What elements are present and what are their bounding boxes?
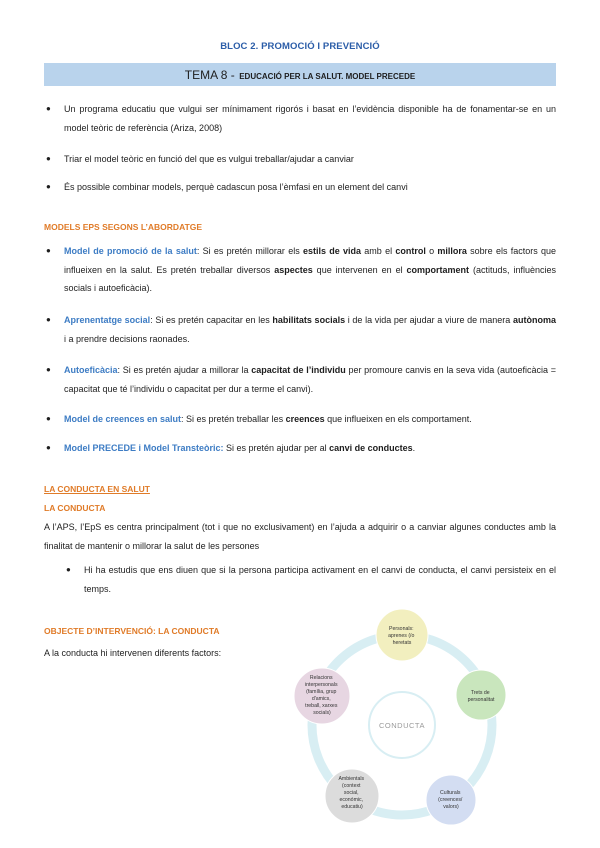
intro-bullet-2: ● Triar el model teòric en funció del que es vulgui treballar/ajudar a canviar [44, 150, 556, 169]
bullet-icon: ● [46, 182, 51, 191]
diagram-center-label: CONDUCTA [379, 721, 425, 730]
svg-text:Culturals (creences/: Culturals (creences/ valors) [438, 790, 463, 810]
conducta-bullet: ● Hi ha estudis que ens diuen que si la persona participa activament en el canvi de conducta, el canvi persisteix en el temps. [64, 561, 556, 598]
conducta-diagram [280, 606, 520, 842]
models-heading: MODELS EPS SEGONS L’ABORDATGE [44, 222, 203, 232]
intro-bullet-3: ● És possible combinar models, perquè cadascun posa l’èmfasi en un element del canvi [44, 178, 556, 197]
svg-text:Ambientals (context: Ambientals (context social, económic, educatiu) [338, 776, 365, 810]
model-item-autoeficacia: ● Autoeficàcia: Si es pretén ajudar a millorar la capacitat de l’individu per promoure canvis en la seva vida (autoeficàcia = capacitat que té l’individu o capacitat per dur a terme el canvi). [44, 361, 556, 398]
model-item-creences: ● Model de creences en salut: Si es pretén treballar les creences que influeixen en els comportament. [44, 410, 556, 429]
objecte-text: A la conducta hi intervenen diferents factors: [44, 648, 222, 658]
bullet-icon: ● [46, 365, 51, 374]
model-item-promocio: ● Model de promoció de la salut: Si es pretén millorar els estils de vida amb el control o millora sobre els factors que influeixen en la salut. Es pretén treballar diversos aspectes que intervenen en el comportament (actituds, influències socials i autoeficàcia). [44, 242, 556, 298]
bullet-icon: ● [66, 565, 71, 574]
diagram-node-ambientals [325, 769, 379, 823]
bullet-icon: ● [46, 443, 51, 452]
conducta-heading: LA CONDUCTA EN SALUT [44, 484, 150, 494]
conducta-text: A l’APS, l’EpS es centra principalment (tot i que no exclusivament) en l’ajuda a adquirir o a canviar algunes conductes amb la finalitat de mantenir o millorar la salut de les persones [44, 522, 556, 551]
conducta-subheading: LA CONDUCTA [44, 503, 106, 513]
diagram-node-relacions [294, 668, 350, 724]
objecte-heading: OBJECTE D’INTERVENCIÓ: LA CONDUCTA [44, 626, 220, 636]
diagram-node-personals [376, 609, 428, 661]
model-item-precede: ● Model PRECEDE i Model Transteòric: Si es pretén ajudar per al canvi de conductes. [44, 439, 556, 458]
bullet-icon: ● [46, 414, 51, 423]
bullet-icon: ● [46, 315, 51, 324]
tema-banner [44, 63, 556, 86]
svg-text:Relacions interpersonals: Relacions interpersonals (família, grup d'amics, treball, xarxes socials) [304, 675, 338, 716]
bullet-icon: ● [46, 154, 51, 163]
bullet-icon: ● [46, 104, 51, 113]
diagram-node-trets [456, 670, 506, 720]
svg-text:Personals: aprenes (/o: Personals: aprenes (/o heretats [388, 626, 415, 646]
intro-bullet-1: ● Un programa educatiu que vulgui ser mínimament rigorós i basat en l’evidència disponible ha de fonamentar-se en un model teòric de referència (Ariza, 2008) [44, 100, 556, 137]
tema-title: EDUCACIÓ PER LA SALUT. MODEL PRECEDE [239, 72, 416, 81]
model-item-aprenentatge: ● Aprenentatge social: Si es pretén capacitar en les habilitats socials i de la vida per ajudar a viure de manera autònoma i a prendre decisions raonades. [44, 311, 556, 348]
diagram-node-culturals [426, 775, 476, 825]
bloc-title: BLOC 2. PROMOCIÓ I PREVENCIÓ [220, 41, 380, 52]
svg-text:Trets de personalitat: Trets de personalitat [467, 690, 495, 703]
tema-number: TEMA 8 - [184, 68, 235, 82]
bullet-icon: ● [46, 246, 51, 255]
